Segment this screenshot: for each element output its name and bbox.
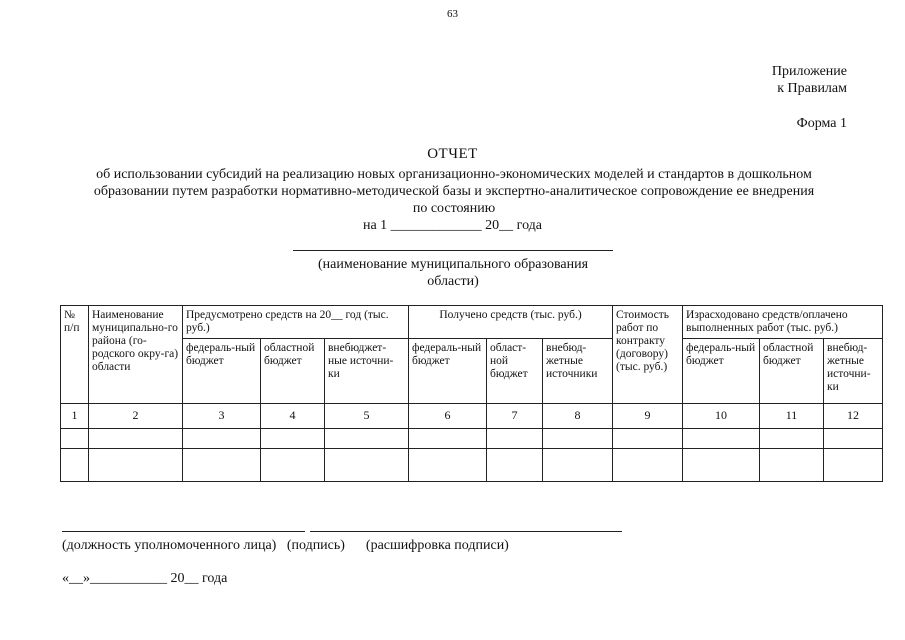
table-cell bbox=[183, 429, 261, 449]
header-received-offbudget: внебюд-жетные источники bbox=[543, 339, 613, 404]
table-row bbox=[61, 449, 883, 482]
column-number: 4 bbox=[261, 404, 325, 429]
table-cell bbox=[760, 429, 824, 449]
report-title: ОТЧЕТ bbox=[427, 146, 478, 162]
header-planned-offbudget: внебюджет-ные источни-ки bbox=[325, 339, 409, 404]
signature-caption: (должность уполномоченного лица) (подпись) (расшифровка подписи) bbox=[62, 538, 509, 553]
header-cell-name: Наименование муниципально-го района (го-родского окру-га) области bbox=[89, 306, 183, 404]
appendix-line-1: Приложение bbox=[771, 64, 847, 79]
table-cell bbox=[824, 449, 883, 482]
table-cell bbox=[543, 429, 613, 449]
appendix-label bbox=[772, 63, 847, 97]
header-planned-federal: федераль-ный бюджет bbox=[183, 339, 261, 404]
table-cell bbox=[183, 449, 261, 482]
table-cell bbox=[487, 449, 543, 482]
header-spent-offbudget: внебюд-жетные источни-ки bbox=[824, 339, 883, 404]
header-spent-regional: областной бюджет bbox=[760, 339, 824, 404]
report-subtitle bbox=[50, 166, 858, 217]
header-group-planned: Предусмотрено средств на 20__ год (тыс. руб.) bbox=[183, 306, 409, 339]
table-cell bbox=[543, 449, 613, 482]
table-row bbox=[61, 429, 883, 449]
column-number: 7 bbox=[487, 404, 543, 429]
subtitle-line-2: образовании путем разработки нормативно-методической базы и экспертно-аналитическое сопровождение ее внедрения bbox=[93, 184, 815, 199]
position-signature-line bbox=[62, 531, 305, 532]
column-number: 6 bbox=[409, 404, 487, 429]
table-cell bbox=[89, 429, 183, 449]
table-cell bbox=[325, 429, 409, 449]
column-number: 1 bbox=[61, 404, 89, 429]
table-cell bbox=[683, 429, 760, 449]
table-cell bbox=[487, 429, 543, 449]
table-cell bbox=[613, 429, 683, 449]
form-label: Форма 1 bbox=[796, 116, 847, 131]
table-cell bbox=[89, 449, 183, 482]
subtitle-line-3: по состоянию bbox=[412, 201, 496, 216]
header-group-spent: Израсходовано средств/оплачено выполненных работ (тыс. руб.) bbox=[683, 306, 883, 339]
page-number: 63 bbox=[447, 8, 458, 20]
header-cell-number: № п/п bbox=[61, 306, 89, 404]
column-number: 2 bbox=[89, 404, 183, 429]
subtitle-line-1: об использовании субсидий на реализацию новых организационно-экономических моделей и стандартов в дошкольном bbox=[96, 167, 812, 182]
org-caption-line-2: области) bbox=[427, 274, 479, 289]
table-cell bbox=[61, 449, 89, 482]
column-number-row bbox=[61, 404, 883, 429]
table-header-row-2 bbox=[61, 339, 883, 404]
signature-date: «__»___________ 20__ года bbox=[62, 571, 228, 586]
table-cell bbox=[824, 429, 883, 449]
column-number: 11 bbox=[760, 404, 824, 429]
table-cell bbox=[261, 449, 325, 482]
header-cell-cost: Стоимость работ по контракту (договору) (тыс. руб.) bbox=[613, 306, 683, 404]
header-received-federal: федераль-ный бюджет bbox=[409, 339, 487, 404]
column-number: 10 bbox=[683, 404, 760, 429]
appendix-line-2: к Правилам bbox=[777, 81, 847, 96]
header-group-received: Получено средств (тыс. руб.) bbox=[409, 306, 613, 339]
table-header-row-1 bbox=[61, 306, 883, 339]
signature-line bbox=[310, 531, 622, 532]
table-cell bbox=[261, 429, 325, 449]
table-cell bbox=[683, 449, 760, 482]
org-name-underline bbox=[293, 250, 613, 251]
org-caption-line-1: (наименование муниципального образования bbox=[317, 257, 589, 272]
table-cell bbox=[61, 429, 89, 449]
column-number: 9 bbox=[613, 404, 683, 429]
report-date-line: на 1 _____________ 20__ года bbox=[362, 218, 543, 233]
table-cell bbox=[409, 449, 487, 482]
table-cell bbox=[760, 449, 824, 482]
table-cell bbox=[325, 449, 409, 482]
report-table bbox=[60, 305, 883, 482]
header-spent-federal: федераль-ный бюджет bbox=[683, 339, 760, 404]
column-number: 8 bbox=[543, 404, 613, 429]
column-number: 3 bbox=[183, 404, 261, 429]
header-planned-regional: областной бюджет bbox=[261, 339, 325, 404]
org-name-caption bbox=[293, 256, 613, 290]
table-cell bbox=[409, 429, 487, 449]
column-number: 12 bbox=[824, 404, 883, 429]
table-cell bbox=[613, 449, 683, 482]
column-number: 5 bbox=[325, 404, 409, 429]
header-received-regional: област-ной бюджет bbox=[487, 339, 543, 404]
